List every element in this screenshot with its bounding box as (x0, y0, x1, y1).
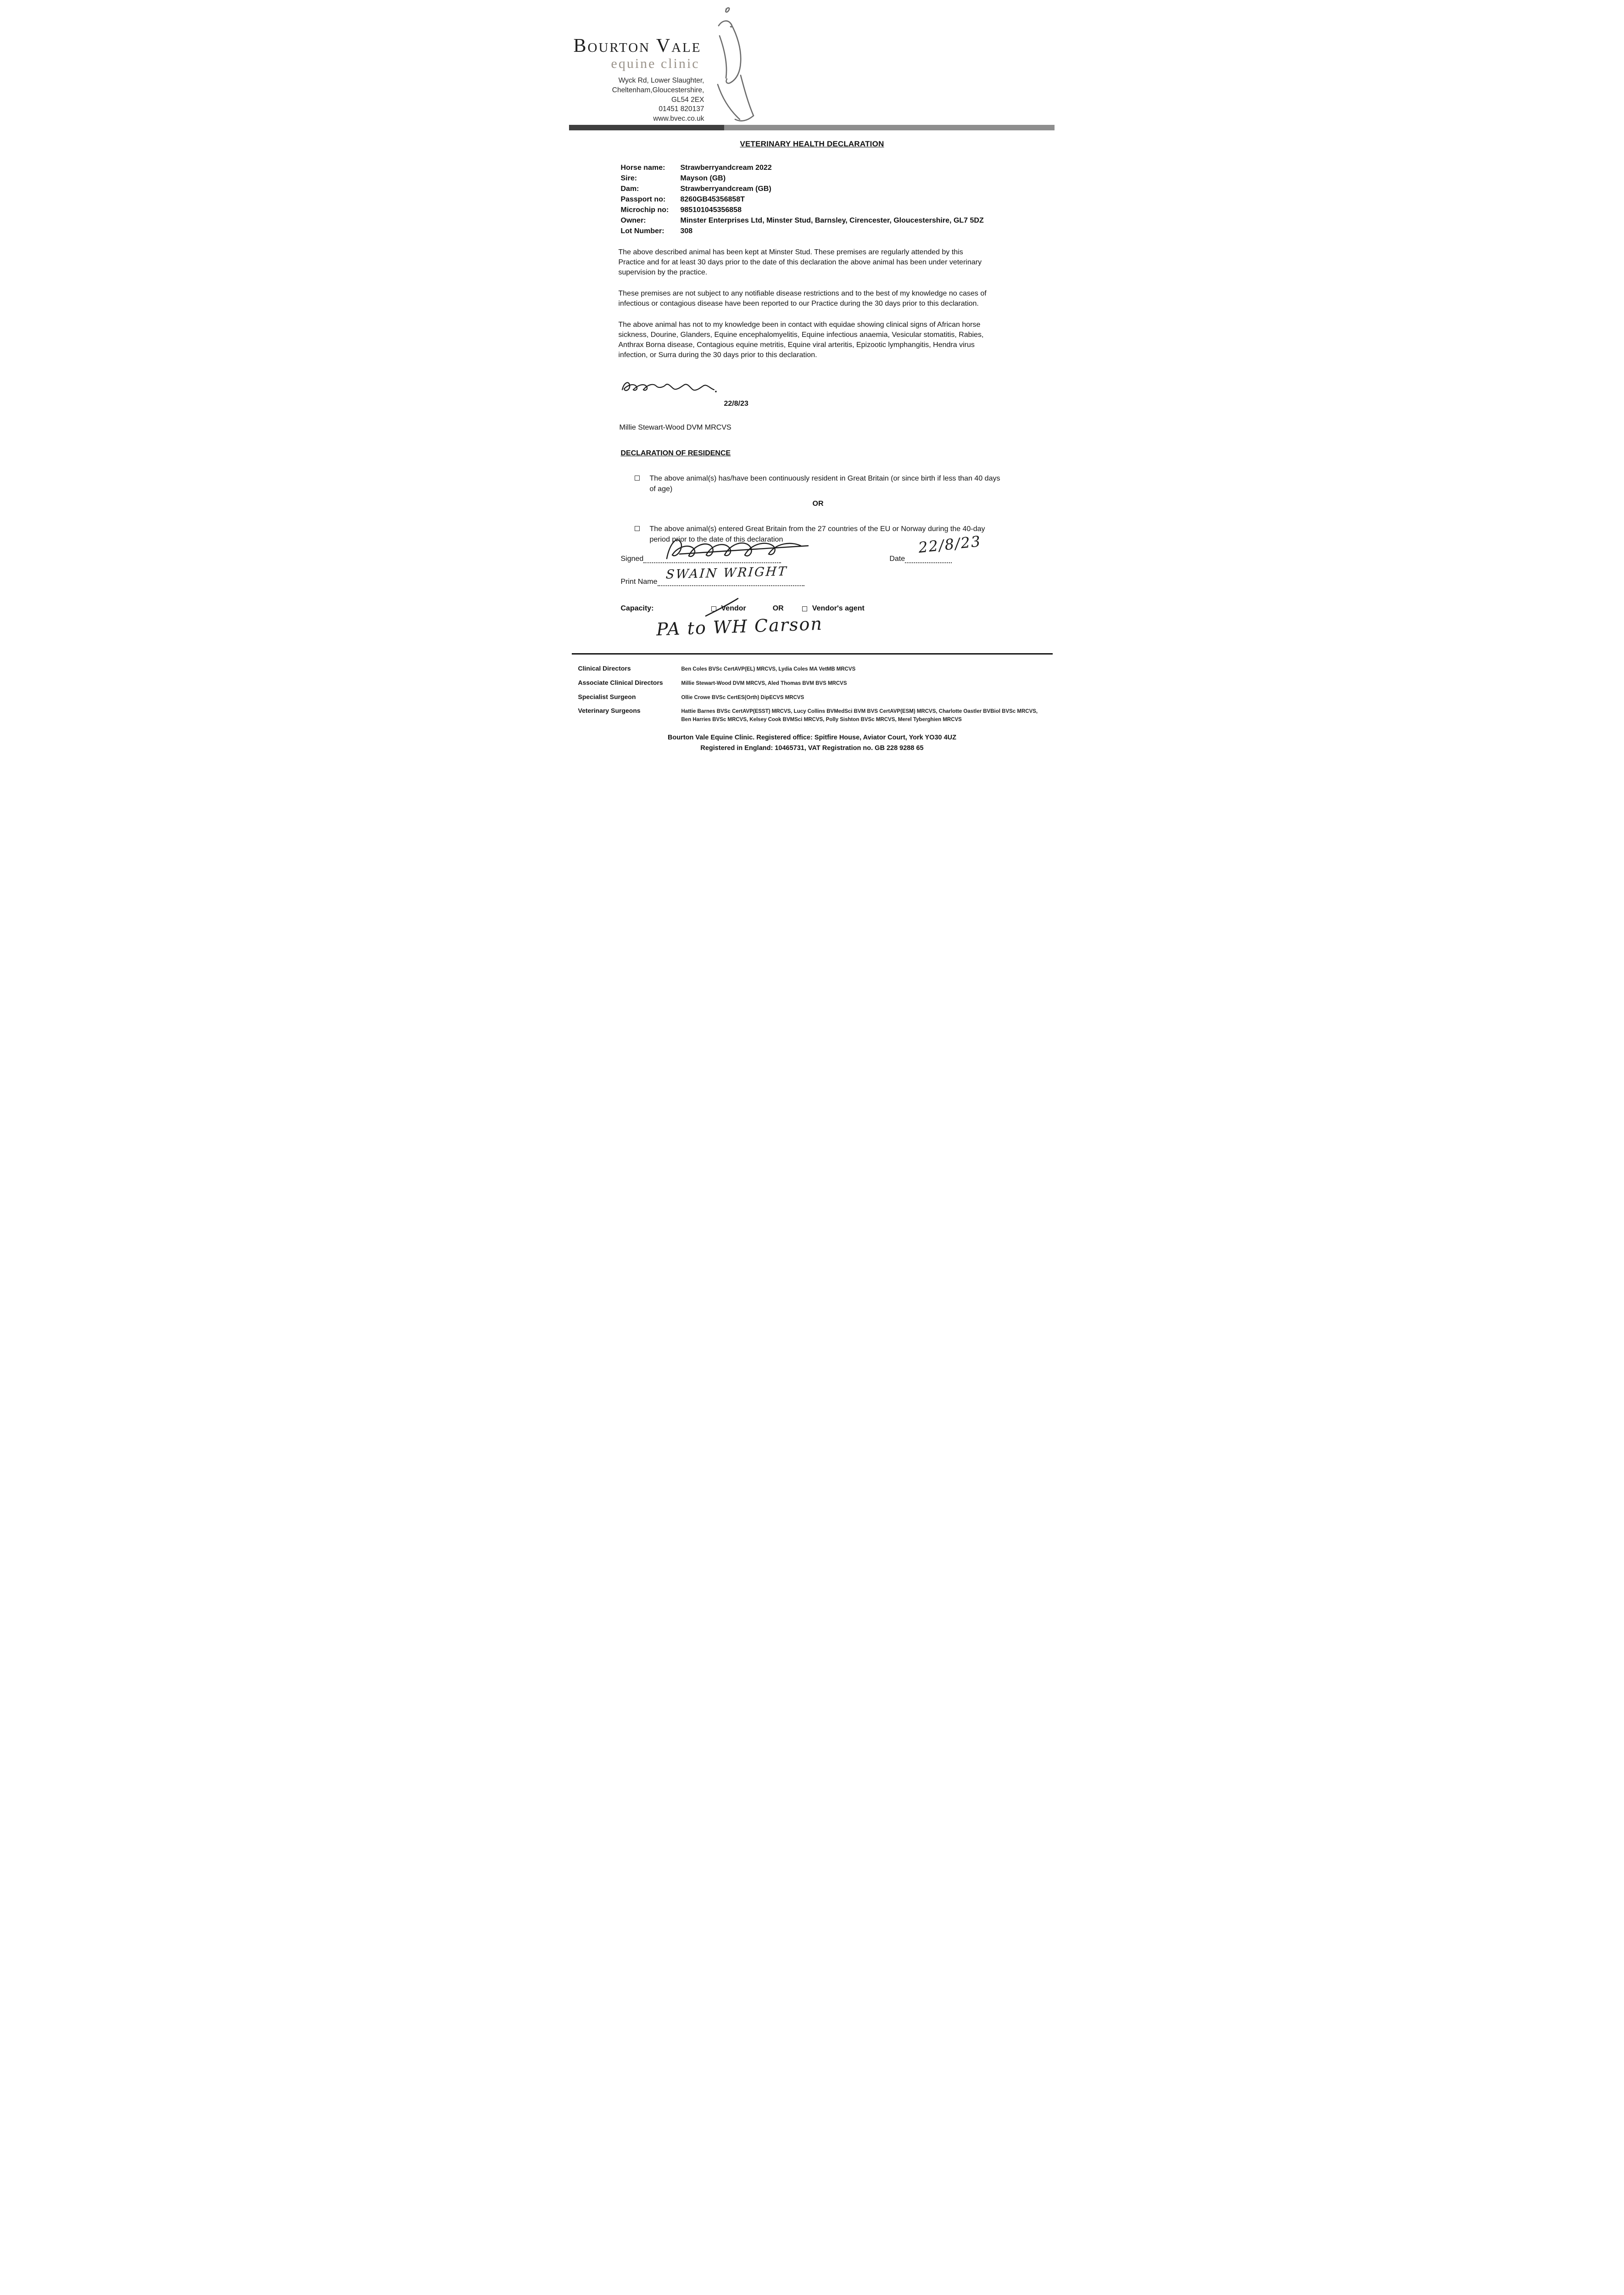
declaration-paragraph-3: The above animal has not to my knowledge been in contact with equidae showing clinical signs of African horse sickness, Dourine, Glanders, Equine encephalomyelitis, Equine infectious anaemia, Vesicular stomatitis, Rabies, Anthrax Borna disease, Contagious equine metritis, Equine viral arteritis, Epizootic lymphangitis, Hendra virus infection, or Surra during the 30 days prior to this declaration. (618, 321, 984, 359)
clinic-phone: 01451 820137 (659, 105, 704, 113)
letterhead (560, 0, 1065, 138)
signed-date-row (621, 555, 1065, 563)
detail-label: Horse name: (620, 164, 665, 172)
print-name-row (620, 564, 1065, 586)
signed-label: Signed (620, 555, 644, 563)
residence-option-1-checkbox[interactable] (635, 476, 640, 481)
declaration-paragraph-1: The above described animal has been kept at Minster Stud. These premises are regularly attended by this Practice and for at least 30 days prior to the date of this declaration the above animal has been under veterinary supervision by the practice. (618, 248, 982, 276)
detail-label: Passport no: (620, 196, 666, 203)
vendors-agent-checkbox[interactable] (802, 606, 807, 611)
capacity-label: Capacity: (620, 605, 654, 612)
detail-row-passport (621, 194, 1065, 205)
vendor-label: Vendor (721, 605, 746, 612)
vendors-agent-option (802, 605, 865, 613)
detail-value: Minster Enterprises Ltd, Minster Stud, Barnsley, Cirencester, Gloucestershire, GL7 5DZ (680, 217, 984, 224)
handwritten-capacity-note: PA to WH Carson (655, 613, 823, 640)
detail-value: Mayson (GB) (680, 174, 726, 182)
staff-names: Ben Coles BVSc CertAVP(EL) MRCVS, Lydia Coles MA VetMB MRCVS (681, 666, 856, 672)
print-name-label: Print Name (620, 578, 658, 586)
capacity-or-separator: OR (772, 605, 784, 612)
registration-numbers-line: Registered in England: 10465731, VAT Registration no. GB 228 9288 65 (700, 744, 924, 752)
detail-value: 985101045356858 (680, 206, 742, 214)
residence-option-2-checkbox[interactable] (635, 526, 640, 531)
staff-row-clinical-directors (578, 665, 1046, 674)
date-field-line[interactable] (905, 556, 952, 563)
staff-role: Clinical Directors (578, 665, 631, 672)
detail-label: Lot Number: (620, 227, 664, 235)
vet-signature (619, 376, 718, 397)
detail-value: Strawberryandcream 2022 (680, 164, 772, 172)
vendor-checkbox[interactable] (711, 606, 716, 611)
divider-bar (569, 125, 1055, 130)
staff-row-veterinary-surgeons (578, 707, 1046, 724)
address-line: GL54 2EX (671, 95, 704, 104)
registered-office-line: Bourton Vale Equine Clinic. Registered office: Spitfire House, Aviator Court, York YO30 4UZ (668, 734, 956, 742)
residence-heading: DECLARATION OF RESIDENCE (620, 449, 731, 457)
date-label: Date (889, 555, 905, 563)
horse-details (621, 162, 1065, 236)
address-line: Wyck Rd, Lower Slaughter, (618, 77, 704, 84)
detail-row-horse-name (621, 162, 1065, 173)
staff-list (578, 665, 1046, 724)
clinic-website: www.bvec.co.uk (653, 115, 704, 123)
staff-row-specialist-surgeon (578, 693, 1046, 702)
handwritten-date: 22/8/23 (917, 532, 982, 557)
detail-value: 8260GB45356858T (680, 196, 745, 203)
staff-names: Ollie Crowe BVSc CertES(Orth) DipECVS MRCVS (681, 694, 804, 700)
detail-row-lot-number (621, 226, 1065, 236)
residence-or-separator: OR (812, 500, 824, 508)
detail-row-owner (621, 215, 1065, 226)
address-line: Cheltenham,Gloucestershire, (612, 86, 704, 94)
detail-label: Microchip no: (620, 206, 669, 214)
staff-role: Associate Clinical Directors (578, 678, 663, 686)
divider-bar-dark-segment (569, 125, 724, 130)
vet-name: Millie Stewart-Wood DVM MRCVS (619, 424, 731, 431)
capacity-row (621, 605, 1065, 613)
detail-value: Strawberryandcream (GB) (680, 185, 771, 193)
page (560, 0, 1065, 765)
detail-value: 308 (680, 227, 693, 235)
detail-row-dam (621, 184, 1065, 194)
vendor-option (711, 605, 746, 613)
vet-signature-block (619, 376, 1065, 408)
vendors-agent-label: Vendor's agent (812, 605, 865, 612)
staff-role: Specialist Surgeon (578, 693, 636, 700)
footer-divider (572, 653, 1053, 655)
vet-signature-date: 22/8/23 (724, 400, 748, 408)
detail-label: Sire: (620, 174, 637, 182)
detail-label: Dam: (620, 185, 639, 193)
detail-label: Owner: (620, 217, 646, 224)
clinic-address (574, 76, 704, 124)
detail-row-sire (621, 173, 1065, 184)
residence-option-1-text: The above animal(s) has/have been continuously resident in Great Britain (or since birth if less than 40 days of age) (649, 475, 1000, 493)
staff-role: Veterinary Surgeons (578, 707, 641, 715)
staff-names: Millie Stewart-Wood DVM MRCVS, Aled Thomas BVM BVS MRCVS (681, 680, 847, 686)
clinic-brand-subtitle: equine clinic (611, 56, 700, 71)
staff-names: Hattie Barnes BVSc CertAVP(ESST) MRCVS, Lucy Collins BVMedSci BVM BVS CertAVP(ESM) MRCVS, Charlotte Oastler BVBiol BVSc MRCVS, Ben Harries BVSc MRCVS, Kelsey Cook BVMSci MRCVS, Polly Sishton BVSc MRCVS, Merel Tyberghien MRCVS (681, 709, 1038, 723)
detail-row-microchip (621, 205, 1065, 215)
declaration-paragraph-2: These premises are not subject to any notifiable disease restrictions and to the best of my knowledge no cases of infectious or contagious disease have been reported to our Practice during the 30 days prior to this declaration. (618, 290, 987, 308)
residence-option-2-text: The above animal(s) entered Great Britain from the 27 countries of the EU or Norway during the 40-day period prior to the date of this declaration (649, 525, 985, 543)
signed-field-line[interactable] (643, 556, 781, 563)
residence-option-1 (635, 473, 1002, 494)
staff-row-associate-clinical-directors (578, 679, 1046, 688)
horse-sketch-icon (706, 6, 761, 126)
registration-footer (560, 733, 1065, 753)
document-title: VETERINARY HEALTH DECLARATION (740, 140, 884, 148)
clinic-brand-name: Bourton Vale (573, 35, 702, 56)
handwritten-print-name: SWAIN WRIGHT (665, 564, 788, 582)
divider-bar-light-segment (724, 125, 1055, 130)
